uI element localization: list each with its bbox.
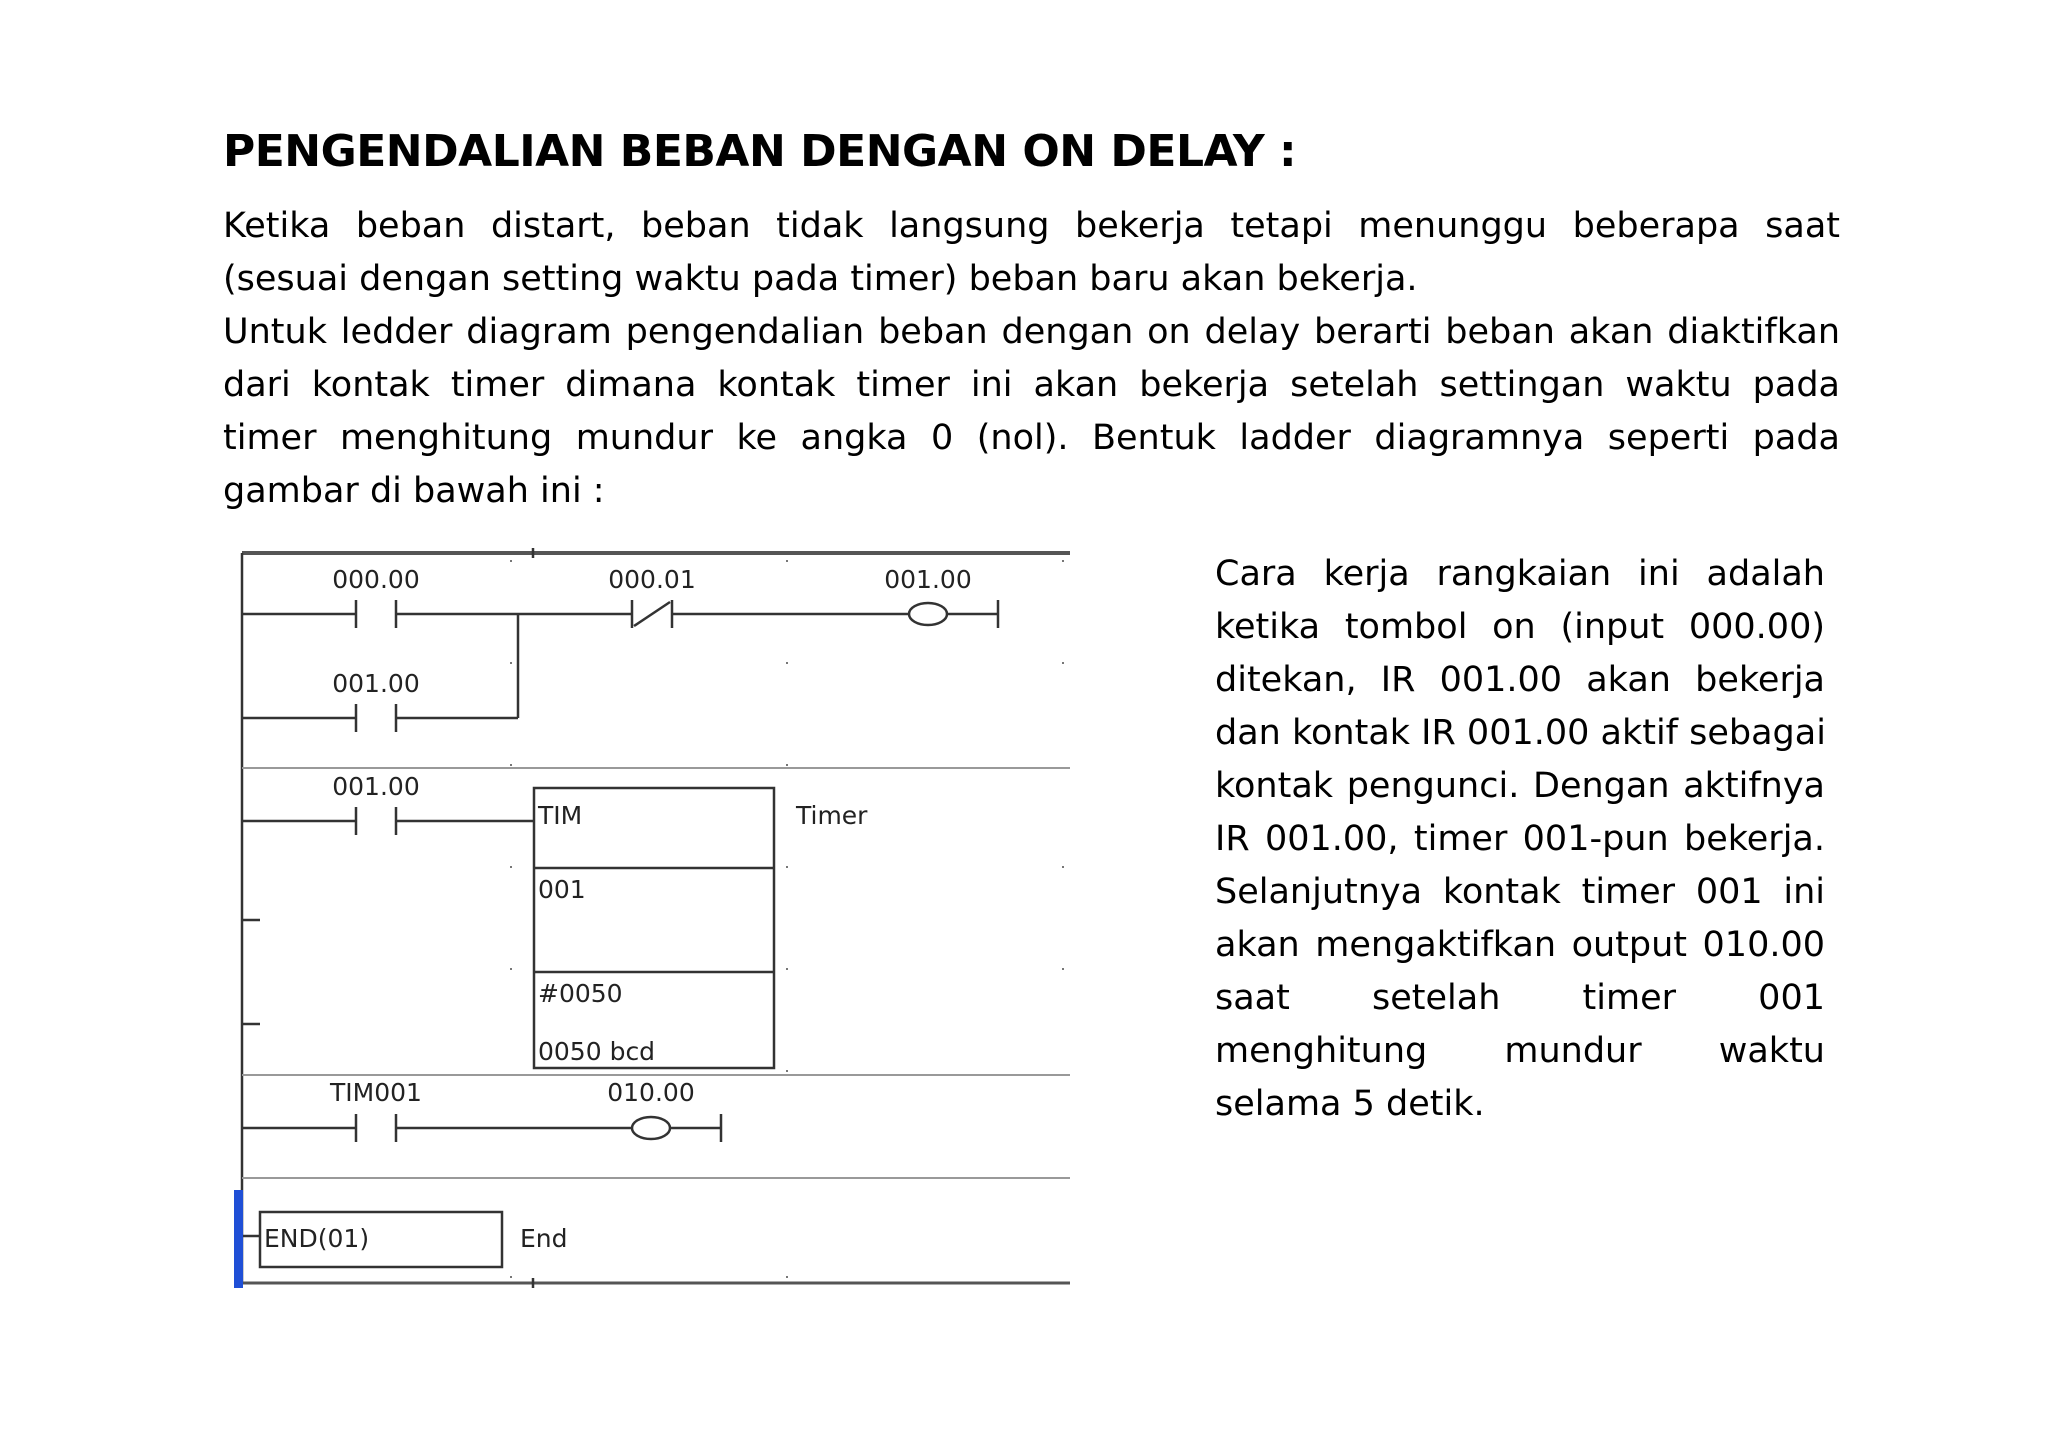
timer-comment: Timer [796,801,868,830]
timer-block [534,788,774,1068]
label-contact-001.00: 001.00 [332,772,420,801]
timer-block-id: 001 [538,875,586,904]
explanation-line: kontak pengunci. Dengan aktifnya [1215,766,1825,806]
end-comment: End [520,1224,568,1253]
intro-line: (sesuai dengan setting waktu pada timer) beban baru akan bekerja. [223,259,1418,299]
timer-block-setpoint: #0050 [538,979,623,1008]
cursor-marker [234,1190,243,1288]
explanation-line: Cara kerja rangkaian ini adalah [1215,554,1825,594]
timer-block-head: TIM [538,801,583,830]
intro-line: gambar di bawah ini : [223,471,605,511]
intro-line: dari kontak timer dimana kontak timer ini akan bekerja setelah settingan waktu pada [223,365,1840,405]
page-title: PENGENDALIAN BEBAN DENGAN ON DELAY : [223,126,1297,177]
explanation-line: akan mengaktifkan output 010.00 [1215,925,1825,965]
label-contact-000.00: 000.00 [332,565,420,594]
end-block-label: END(01) [264,1224,370,1253]
coil-010.00 [632,1117,670,1139]
explanation-line: Selanjutnya kontak timer 001 ini [1215,872,1825,912]
explanation-line: ketika tombol on (input 000.00) [1215,607,1825,647]
label-contact-000.01: 000.01 [608,565,696,594]
intro-line: Ketika beban distart, beban tidak langsung bekerja tetapi menunggu beberapa saat [223,206,1840,246]
label-contact-hold: 001.00 [332,669,420,698]
intro-line: timer menghitung mundur ke angka 0 (nol). Bentuk ladder diagramnya seperti pada [223,418,1840,458]
explanation-line: dan kontak IR 001.00 aktif sebagai [1215,713,1826,753]
label-contact-tim001: TIM001 [330,1078,422,1107]
explanation-line: menghitung mundur waktu [1215,1031,1825,1071]
explanation-line: saat setelah timer 001 [1215,978,1825,1018]
label-coil-001.00: 001.00 [884,565,972,594]
explanation-line: IR 001.00, timer 001-pun bekerja. [1215,819,1825,859]
explanation-line: selama 5 detik. [1215,1084,1485,1124]
ladder-diagram [228,548,1078,1288]
coil-001.00 [909,603,947,625]
intro-text [223,200,1840,518]
intro-line: Untuk ledder diagram pengendalian beban dengan on delay berarti beban akan diaktifkan [223,312,1840,352]
explanation-line: ditekan, IR 001.00 akan bekerja [1215,660,1825,700]
label-coil-010.00: 010.00 [607,1078,695,1107]
explanation-text [1215,548,1825,1131]
timer-block-bcd: 0050 bcd [538,1037,656,1066]
